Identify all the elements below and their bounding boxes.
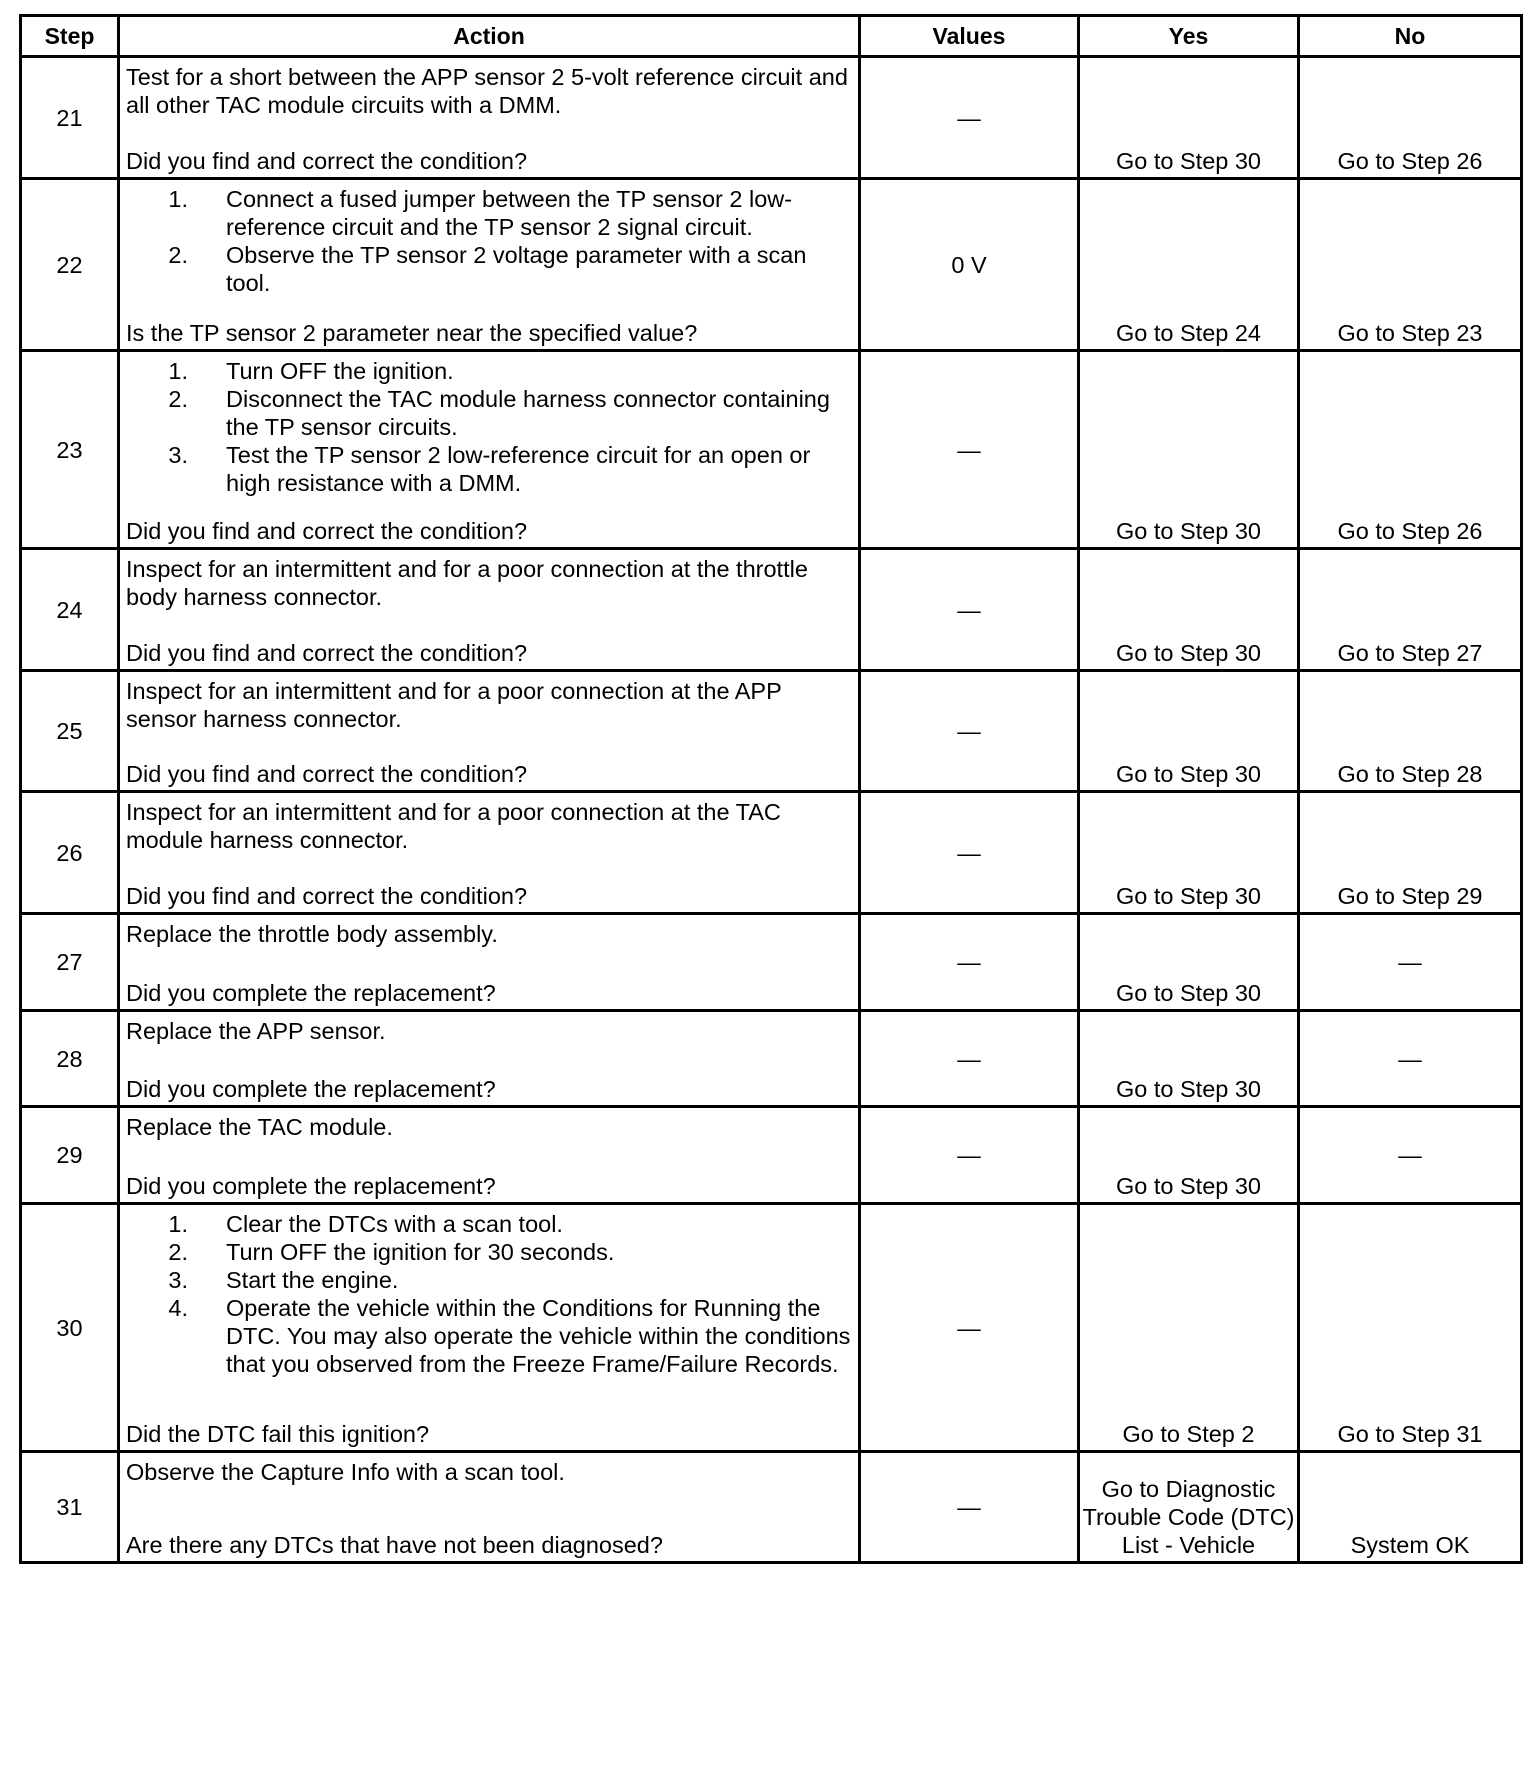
yes-result: Go to Step 30 [1079,1011,1299,1107]
action-cell [119,1452,860,1563]
header-values: Values [860,16,1079,57]
list-item [126,1266,852,1294]
action-text: Inspect for an intermittent and for a poor connection at the TAC module harness connector. [126,799,781,853]
table-row [21,1107,1522,1204]
action-content [120,352,858,547]
no-result: — [1299,1107,1522,1204]
list-item [126,1294,852,1378]
list-item-number: 3. [168,442,188,468]
table-row [21,57,1522,179]
table-row [21,1011,1522,1107]
action-content [120,1453,858,1561]
step-number: 24 [21,549,119,671]
action-content [120,550,858,669]
action-cell [119,914,860,1011]
value-cell: — [860,1107,1079,1204]
list-item [126,441,852,497]
action-cell [119,1107,860,1204]
header-no: No [1299,16,1522,57]
list-item-text: Turn OFF the ignition. [226,358,454,384]
action-steps-list [126,185,852,297]
action-question: Did you find and correct the condition? [126,640,528,666]
action-cell [119,179,860,351]
action-cell [119,1204,860,1452]
value-cell: — [860,1204,1079,1452]
step-number: 23 [21,351,119,549]
action-question: Did you find and correct the condition? [126,883,528,909]
yes-result: Go to Step 30 [1079,671,1299,792]
action-text: Replace the TAC module. [126,1114,393,1140]
action-content [120,672,858,790]
list-item [126,357,852,385]
action-question: Did you complete the replacement? [126,1076,496,1102]
action-text: Test for a short between the APP sensor 2 5-volt reference circuit and all other TAC module circuits with a DMM. [126,64,848,118]
step-number: 22 [21,179,119,351]
header-action: Action [119,16,860,57]
list-item-number: 1. [168,1211,188,1237]
list-item-number: 1. [168,358,188,384]
action-steps-list [126,1210,852,1378]
value-cell: — [860,1011,1079,1107]
table-row [21,549,1522,671]
yes-result: Go to Step 30 [1079,57,1299,179]
list-item-text: Clear the DTCs with a scan tool. [226,1211,563,1237]
value-cell: — [860,671,1079,792]
step-number: 25 [21,671,119,792]
action-question: Did you find and correct the condition? [126,761,528,787]
action-content [120,58,858,177]
action-question: Are there any DTCs that have not been diagnosed? [126,1532,663,1558]
list-item-number: 1. [168,186,188,212]
value-cell: — [860,914,1079,1011]
list-item [126,385,852,441]
step-number: 29 [21,1107,119,1204]
action-text: Observe the Capture Info with a scan tool. [126,1459,565,1485]
action-content [120,793,858,912]
list-item-text: Observe the TP sensor 2 voltage parameter with a scan tool. [226,242,807,296]
yes-result: Go to Diagnostic Trouble Code (DTC) List - Vehicle [1079,1452,1299,1563]
action-text: Inspect for an intermittent and for a poor connection at the APP sensor harness connector. [126,678,782,732]
yes-result: Go to Step 30 [1079,351,1299,549]
table-row [21,1452,1522,1563]
action-cell [119,351,860,549]
yes-result: Go to Step 30 [1079,1107,1299,1204]
step-number: 21 [21,57,119,179]
no-result: Go to Step 29 [1299,792,1522,914]
list-item-text: Start the engine. [226,1267,399,1293]
table-row [21,671,1522,792]
list-item-text: Test the TP sensor 2 low-reference circuit for an open or high resistance with a DMM. [226,442,811,496]
action-cell [119,792,860,914]
action-content [120,180,858,349]
action-steps-list [126,357,852,497]
header-yes: Yes [1079,16,1299,57]
action-question: Did you complete the replacement? [126,1173,496,1199]
no-result: — [1299,1011,1522,1107]
table-body [21,57,1522,1563]
action-question: Did you find and correct the condition? [126,148,528,174]
no-result: Go to Step 28 [1299,671,1522,792]
action-text: Inspect for an intermittent and for a poor connection at the throttle body harness connector. [126,556,808,610]
list-item [126,1238,852,1266]
yes-result: Go to Step 2 [1079,1204,1299,1452]
action-question: Did you find and correct the condition? [126,518,528,544]
action-question: Is the TP sensor 2 parameter near the specified value? [126,320,698,346]
list-item [126,185,852,241]
list-item-number: 2. [168,242,188,268]
list-item-number: 3. [168,1267,188,1293]
no-result: System OK [1299,1452,1522,1563]
action-cell [119,549,860,671]
action-content [120,915,858,1009]
no-result: Go to Step 26 [1299,57,1522,179]
action-question: Did the DTC fail this ignition? [126,1421,430,1447]
step-number: 28 [21,1011,119,1107]
list-item-number: 4. [168,1295,188,1321]
yes-result: Go to Step 30 [1079,549,1299,671]
action-text: Replace the APP sensor. [126,1018,386,1044]
action-question: Did you complete the replacement? [126,980,496,1006]
action-text: Replace the throttle body assembly. [126,921,498,947]
yes-result: Go to Step 24 [1079,179,1299,351]
action-content [120,1205,858,1450]
list-item-text: Operate the vehicle within the Conditions for Running the DTC. You may also operate the vehicle within the conditions that you observed from the Freeze Frame/Failure Records. [226,1295,851,1377]
no-result: Go to Step 23 [1299,179,1522,351]
list-item [126,1210,852,1238]
step-number: 30 [21,1204,119,1452]
step-number: 26 [21,792,119,914]
action-content [120,1108,858,1202]
list-item-number: 2. [168,386,188,412]
value-cell: — [860,549,1079,671]
value-cell: — [860,57,1079,179]
table-row [21,351,1522,549]
list-item-text: Disconnect the TAC module harness connector containing the TP sensor circuits. [226,386,830,440]
value-cell: 0 V [860,179,1079,351]
list-item-text: Connect a fused jumper between the TP sensor 2 low-reference circuit and the TP sensor 2 signal circuit. [226,186,793,240]
no-result: Go to Step 27 [1299,549,1522,671]
table-row [21,792,1522,914]
step-number: 27 [21,914,119,1011]
no-result: Go to Step 31 [1299,1204,1522,1452]
list-item-number: 2. [168,1239,188,1265]
yes-result: Go to Step 30 [1079,792,1299,914]
action-cell [119,671,860,792]
list-item [126,241,852,297]
value-cell: — [860,351,1079,549]
table-row [21,1204,1522,1452]
action-cell [119,57,860,179]
value-cell: — [860,1452,1079,1563]
list-item-text: Turn OFF the ignition for 30 seconds. [226,1239,615,1265]
diagnostic-table [19,14,1523,1564]
action-cell [119,1011,860,1107]
no-result: — [1299,914,1522,1011]
header-row [21,16,1522,57]
step-number: 31 [21,1452,119,1563]
table-row [21,914,1522,1011]
header-step: Step [21,16,119,57]
action-content [120,1012,858,1105]
no-result: Go to Step 26 [1299,351,1522,549]
value-cell: — [860,792,1079,914]
table-row [21,179,1522,351]
yes-result: Go to Step 30 [1079,914,1299,1011]
